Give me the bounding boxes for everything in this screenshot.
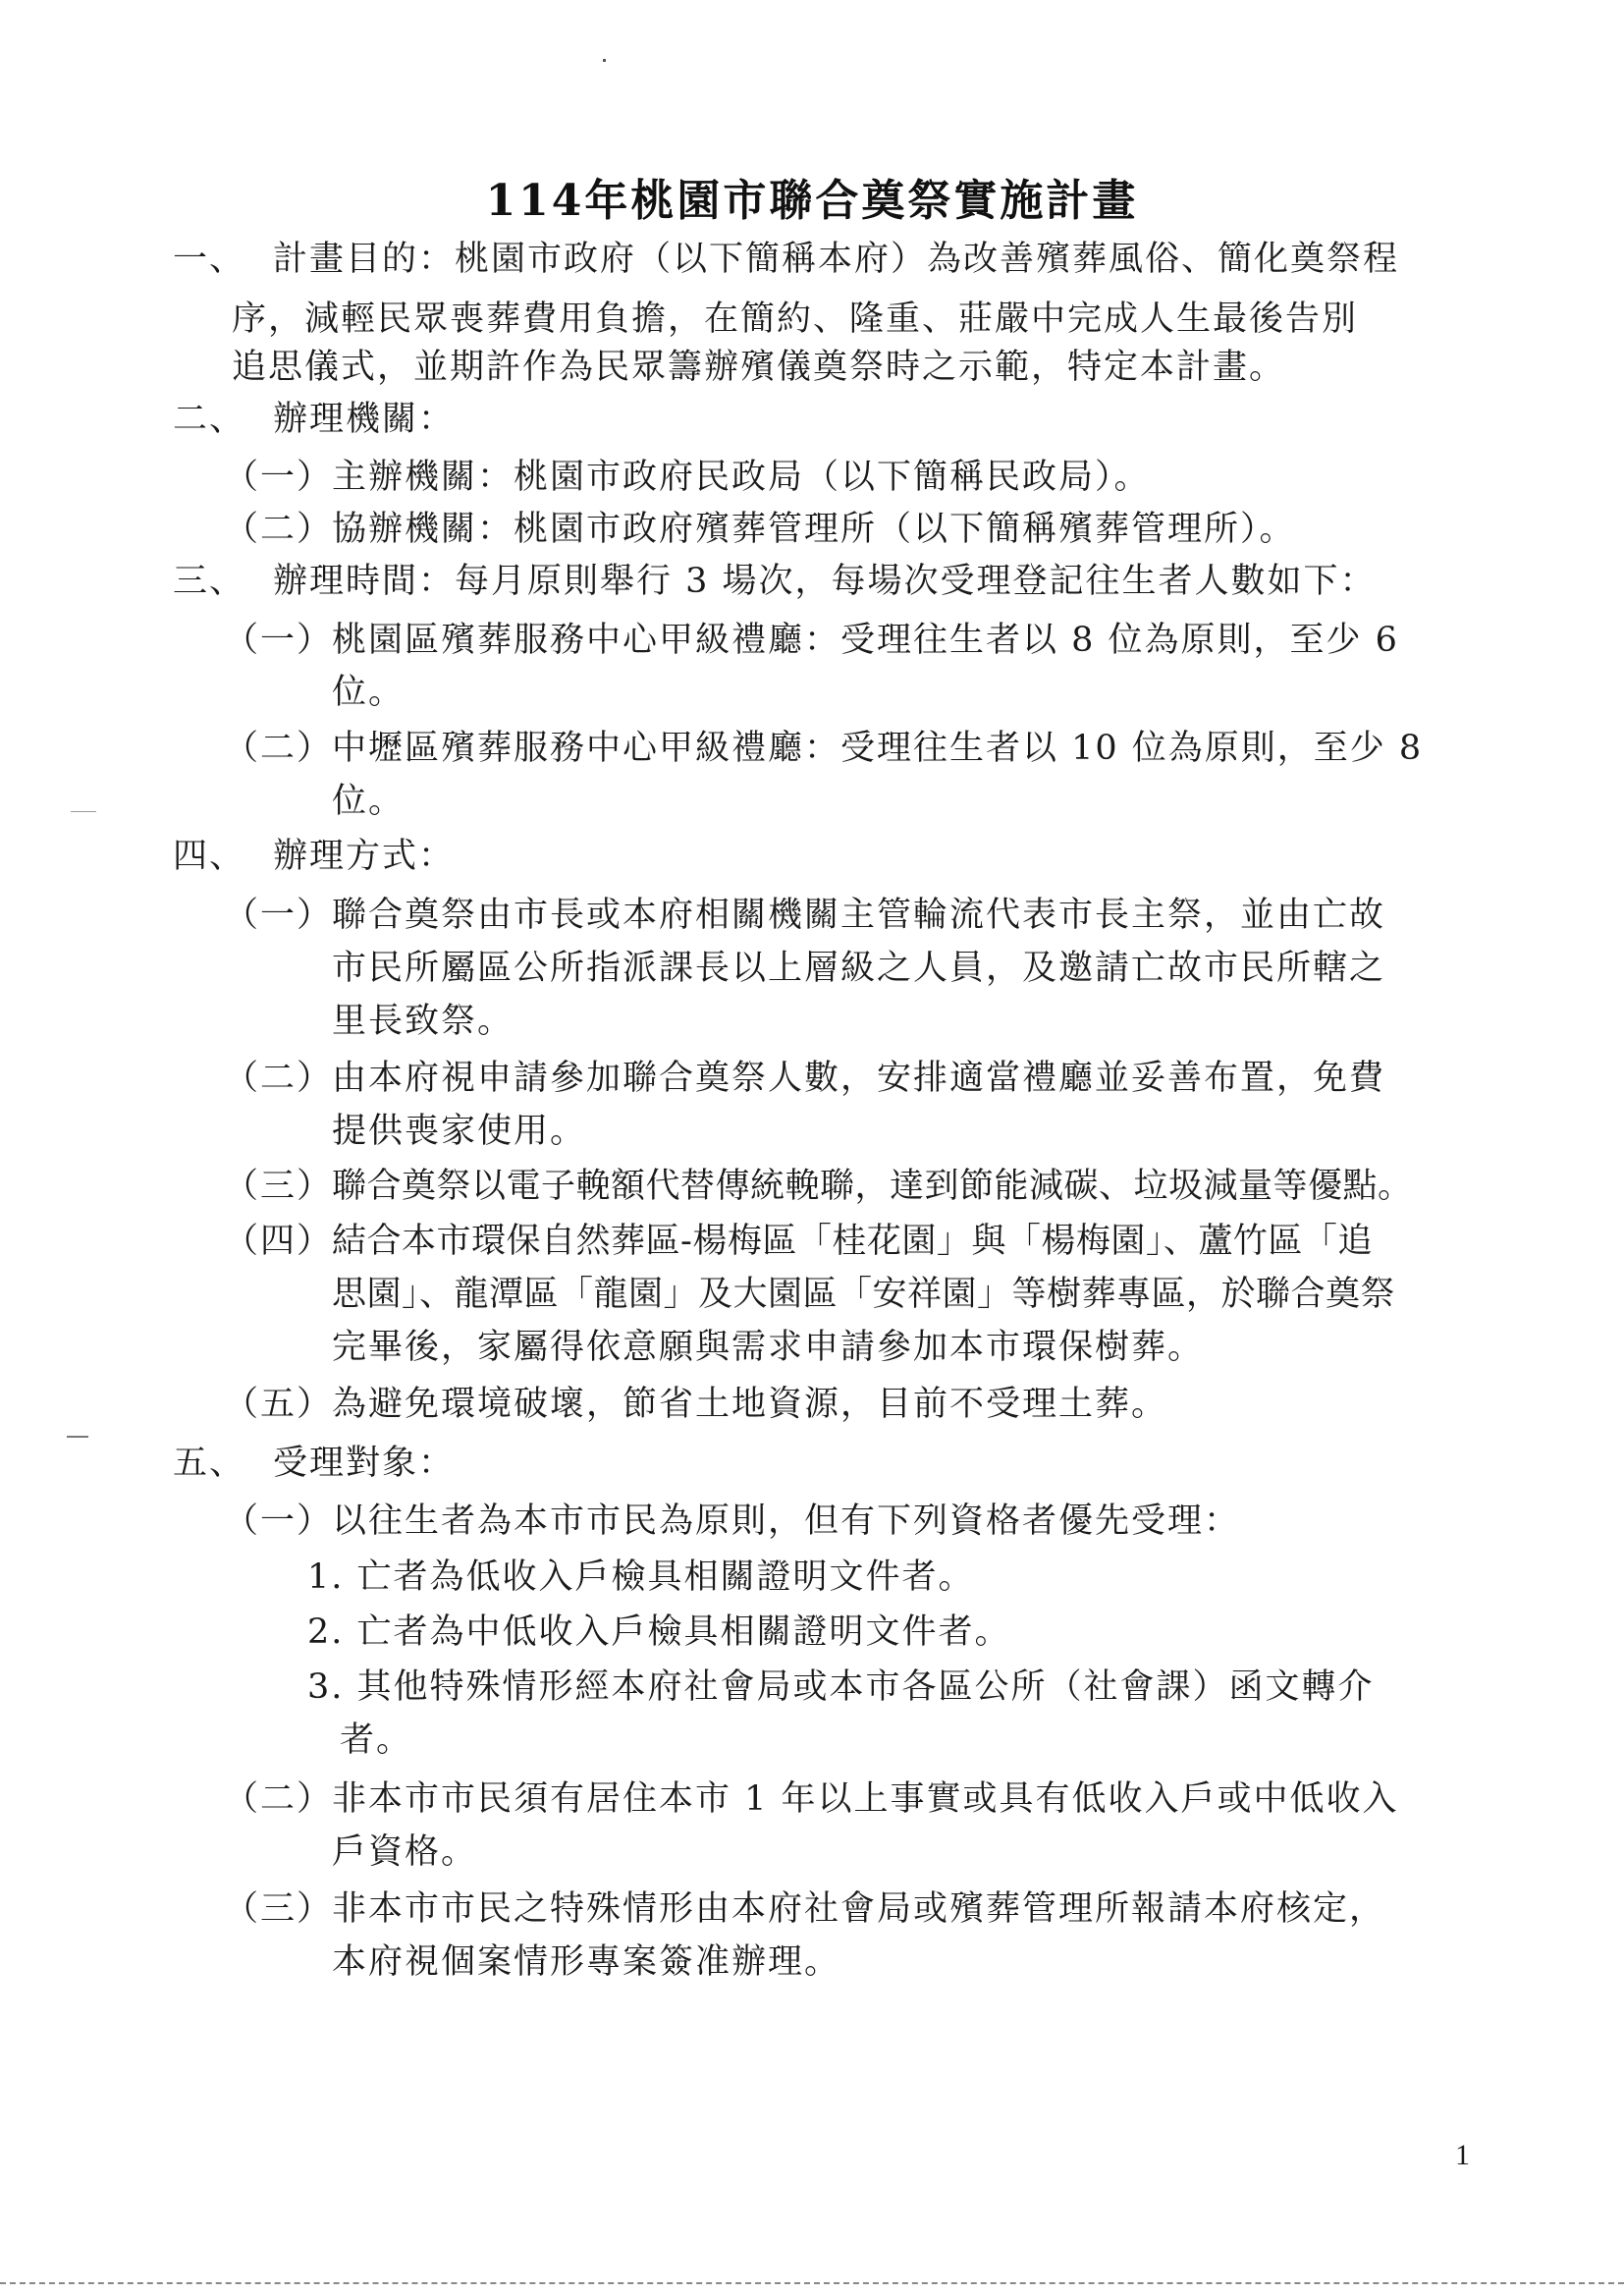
section-3-heading: 辦理時間：每月原則舉行 3 場次，每場次受理登記往生者人數如下： bbox=[273, 562, 1377, 601]
section-1-line-1: 計畫目的：桃園市政府（以下簡稱本府）為改善殯葬風俗、簡化奠祭程 bbox=[273, 240, 1400, 279]
section-5-item-1: 1. 亡者為低收入戶檢具相關證明文件者。 bbox=[307, 1557, 975, 1597]
section-5-sub-2-number: （二） bbox=[224, 1779, 334, 1819]
section-2-heading: 辦理機關： bbox=[273, 400, 456, 439]
section-2-sub-1-number: （一） bbox=[224, 458, 334, 497]
section-3-number: 三、 bbox=[173, 562, 246, 601]
section-4-sub-1-line-3: 里長致祭。 bbox=[332, 1002, 514, 1041]
section-4-sub-2-line-1: 由本府視申請參加聯合奠祭人數，安排適當禮廳並妥善布置，免費 bbox=[332, 1059, 1386, 1098]
section-4-sub-3-number: （三） bbox=[224, 1167, 334, 1206]
section-4-number: 四、 bbox=[173, 837, 246, 876]
section-1-number: 一、 bbox=[173, 240, 246, 279]
section-5-sub-3-line-1: 非本市市民之特殊情形由本府社會局或殯葬管理所報請本府核定， bbox=[332, 1889, 1386, 1929]
section-5-sub-1-number: （一） bbox=[224, 1502, 334, 1541]
section-5-sub-3-number: （三） bbox=[224, 1889, 334, 1929]
section-4-heading: 辦理方式： bbox=[273, 837, 456, 876]
page-number: 1 bbox=[1455, 2139, 1470, 2171]
section-5-sub-2-line-1: 非本市市民須有居住本市 1 年以上事實或具有低收入戶或中低收入 bbox=[332, 1779, 1399, 1819]
section-4-sub-4-line-3: 完畢後，家屬得依意願與需求申請參加本市環保樹葬。 bbox=[332, 1328, 1205, 1367]
section-4-sub-4-line-2: 思園」、龍潭區「龍園」及大園區「安祥園」等樹葬專區，於聯合奠祭 bbox=[332, 1275, 1396, 1314]
section-4-sub-2-number: （二） bbox=[224, 1059, 334, 1098]
section-4-sub-4-number: （四） bbox=[224, 1222, 334, 1261]
section-4-sub-5-text: 為避免環境破壞，節省土地資源，目前不受理土葬。 bbox=[332, 1385, 1168, 1424]
section-4-sub-4-line-1: 結合本市環保自然葬區-楊梅區「桂花園」與「楊梅園」、蘆竹區「追 bbox=[332, 1222, 1373, 1261]
section-4-sub-5-number: （五） bbox=[224, 1385, 334, 1424]
section-3-sub-2-number: （二） bbox=[224, 729, 334, 768]
scan-speck bbox=[603, 59, 606, 62]
scan-margin-mark bbox=[67, 1436, 88, 1438]
section-5-item-2: 2. 亡者為中低收入戶檢具相關證明文件者。 bbox=[307, 1612, 1011, 1652]
section-5-sub-2-line-2: 戶資格。 bbox=[332, 1832, 478, 1872]
section-5-number: 五、 bbox=[173, 1444, 246, 1483]
section-2-sub-2-text: 協辦機關：桃園市政府殯葬管理所（以下簡稱殯葬管理所）。 bbox=[332, 510, 1296, 549]
section-3-sub-1-number: （一） bbox=[224, 621, 334, 660]
section-5-sub-1-text: 以往生者為本市市民為原則，但有下列資格者優先受理： bbox=[332, 1502, 1241, 1541]
section-4-sub-1-line-2: 市民所屬區公所指派課長以上層級之人員，及邀請亡故市民所轄之 bbox=[332, 949, 1386, 988]
scan-bottom-edge bbox=[0, 2282, 1624, 2284]
section-4-sub-1-line-1: 聯合奠祭由市長或本府相關機關主管輪流代表市長主祭，並由亡故 bbox=[332, 896, 1386, 935]
section-3-sub-1-line-1: 桃園區殯葬服務中心甲級禮廳：受理往生者以 8 位為原則，至少 6 bbox=[332, 621, 1399, 660]
section-4-sub-1-number: （一） bbox=[224, 896, 334, 935]
section-2-sub-2-number: （二） bbox=[224, 510, 334, 549]
section-4-sub-2-line-2: 提供喪家使用。 bbox=[332, 1112, 587, 1151]
section-1-line-3: 追思儀式，並期許作為民眾籌辦殯儀奠祭時之示範，特定本計畫。 bbox=[232, 348, 1286, 387]
section-3-sub-1-line-2: 位。 bbox=[332, 673, 406, 712]
section-4-sub-3-text: 聯合奠祭以電子輓額代替傳統輓聯，達到節能減碳、垃圾減量等優點。 bbox=[332, 1167, 1413, 1206]
section-3-sub-2-line-2: 位。 bbox=[332, 782, 406, 821]
section-5-sub-3-line-2: 本府視個案情形專案簽准辦理。 bbox=[332, 1942, 841, 1982]
section-2-number: 二、 bbox=[173, 400, 246, 439]
section-1-line-2: 序，減輕民眾喪葬費用負擔，在簡約、隆重、莊嚴中完成人生最後告別 bbox=[232, 300, 1359, 339]
section-5-item-3-line-1: 3. 其他特殊情形經本府社會局或本市各區公所（社會課）函文轉介 bbox=[307, 1667, 1375, 1707]
section-5-item-3-line-2: 者。 bbox=[340, 1721, 413, 1760]
section-3-sub-2-line-1: 中壢區殯葬服務中心甲級禮廳：受理往生者以 10 位為原則，至少 8 bbox=[332, 729, 1424, 768]
section-5-heading: 受理對象： bbox=[273, 1444, 456, 1483]
section-2-sub-1-text: 主辦機關：桃園市政府民政局（以下簡稱民政局）。 bbox=[332, 458, 1151, 497]
scan-margin-mark bbox=[71, 811, 96, 812]
document-title: 114年桃園市聯合奠祭實施計畫 bbox=[485, 176, 1139, 226]
